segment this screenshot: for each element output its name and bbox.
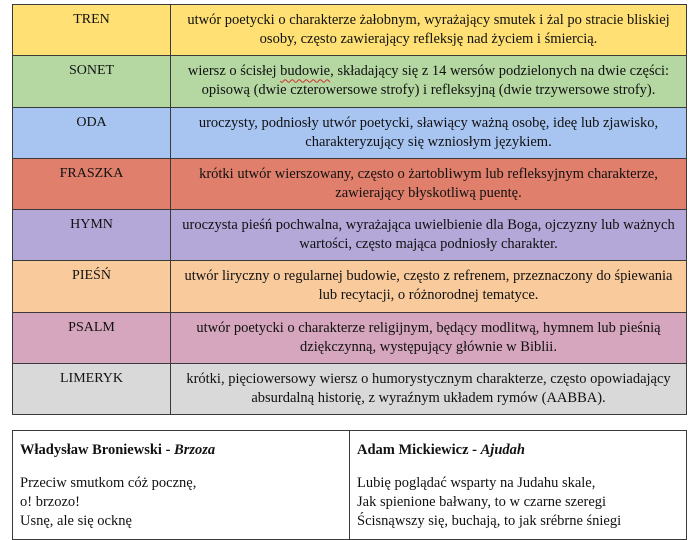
genre-row-oda xyxy=(13,107,687,158)
genre-definition: utwór poetycki o charakterze żałobnym, wyrażający smutek i żal po stracie bliskiej osoby, często zawierający refleksję nad życiem i śmiercią. xyxy=(171,5,687,56)
genre-term: SONET xyxy=(13,56,171,107)
poem-line: Ścisnąwszy się, buchają, to jak srébrne śniegi xyxy=(357,512,622,529)
spellcheck-flagged-word[interactable]: budowie xyxy=(280,63,331,80)
genre-row-fraszka xyxy=(13,158,687,209)
genre-definition: uroczysta pieśń pochwalna, wyrażająca uwielbienie dla Boga, ojczyzny lub ważnych wartości, często mająca podniosły charakter. xyxy=(171,210,687,261)
genre-row-piesn xyxy=(13,261,687,312)
poem-cell-mickiewicz xyxy=(349,431,686,539)
genre-row-tren xyxy=(13,5,687,56)
literary-genres-table xyxy=(12,4,687,415)
poem-line: Przeciw smutkom cóż pocznę, xyxy=(20,474,197,491)
poem-separator: - xyxy=(161,442,175,458)
genre-definition xyxy=(171,56,687,107)
poem-comparison-table xyxy=(12,430,687,540)
poem-line: Usnę, ale się ocknę xyxy=(20,512,132,529)
genre-term: PIEŚŃ xyxy=(13,261,171,312)
genre-row-sonet xyxy=(13,56,687,107)
genre-definition: krótki, pięciowersowy wiersz o humorystycznym charakterze, często opowiadający absurdalną historię, z wyraźnym układem rymów (AABBA). xyxy=(171,363,687,414)
poem-author: Adam Mickiewicz xyxy=(357,442,469,458)
genre-row-hymn xyxy=(13,210,687,261)
genre-term: ODA xyxy=(13,107,171,158)
poem-author: Władysław Broniewski xyxy=(20,442,162,458)
poem-separator: - xyxy=(468,442,481,458)
genre-definition: krótki utwór wierszowany, często o żartobliwym lub refleksyjnym charakterze, zawierający błyskotliwą puentę. xyxy=(171,158,687,209)
poem-cell-broniewski xyxy=(13,431,349,539)
genre-term: LIMERYK xyxy=(13,363,171,414)
poem-line: Jak spienione bałwany, to w czarne szeregi xyxy=(357,493,607,510)
genre-row-psalm xyxy=(13,312,687,363)
poem-title: Brzoza xyxy=(174,442,216,458)
definition-text: , składający się z 14 wersów podzielonych na dwie części: opisową (dwie czterowersowe strofy) i refleksyjną (dwie trzywersowe strofy). xyxy=(201,63,670,99)
definition-text: wiersz o ścisłej xyxy=(187,63,281,80)
genre-definition: uroczysty, podniosły utwór poetycki, sławiący ważną osobę, ideę lub zjawisko, charakteryzujący się wzniosłym językiem. xyxy=(171,107,687,158)
genre-term: FRASZKA xyxy=(13,158,171,209)
genre-term: TREN xyxy=(13,5,171,56)
poem-heading xyxy=(357,441,679,460)
genre-definition: utwór liryczny o regularnej budowie, często z refrenem, przeznaczony do śpiewania lub recytacji, o różnorodnej tematyce. xyxy=(171,261,687,312)
poem-line: Lubię poglądać wsparty na Judahu skale, xyxy=(357,474,596,491)
genre-row-limeryk xyxy=(13,363,687,414)
poem-title: Ajudah xyxy=(480,442,525,458)
genre-term: PSALM xyxy=(13,312,171,363)
genre-definition: utwór poetycki o charakterze religijnym, będący modlitwą, hymnem lub pieśnią dziękczynną, występujący głównie w Biblii. xyxy=(171,312,687,363)
genre-term: HYMN xyxy=(13,210,171,261)
poem-heading xyxy=(20,441,342,460)
poem-line: o! brzozo! xyxy=(20,493,80,510)
